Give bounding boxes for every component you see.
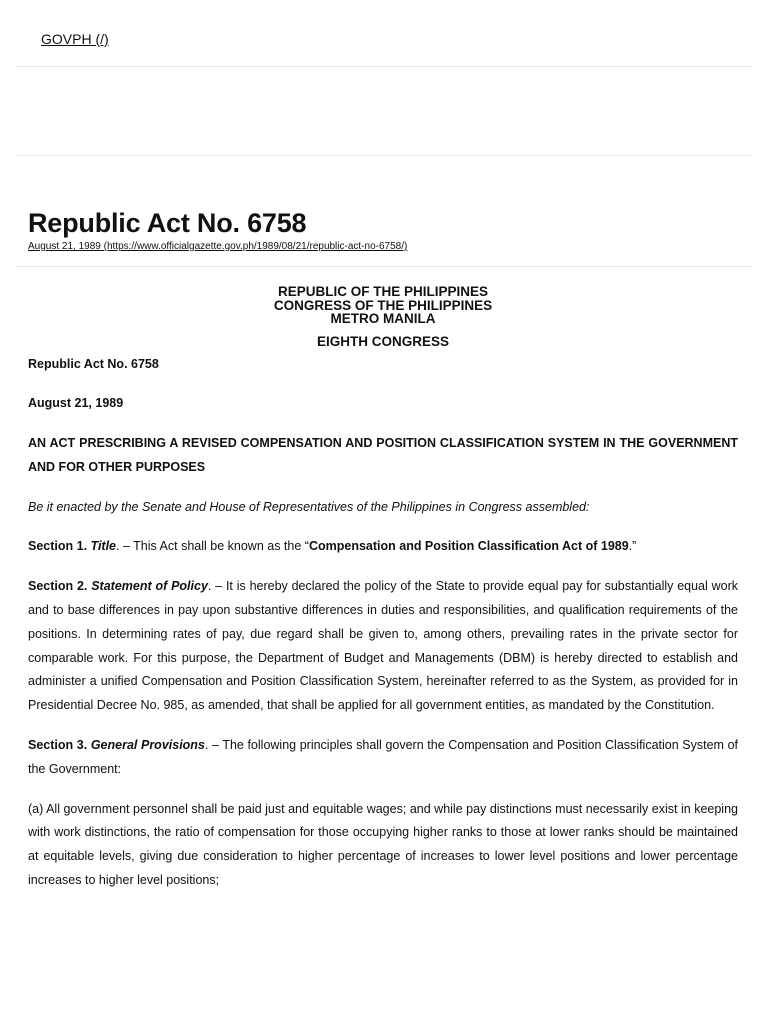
section-3	[28, 734, 738, 782]
section-2-heading: Statement of Policy	[91, 579, 208, 594]
section-3-heading: General Provisions	[90, 738, 205, 753]
section-2-label: Section 2.	[28, 579, 88, 594]
republic-heading: REPUBLIC OF THE PHILIPPINES	[277, 284, 489, 299]
govph-link[interactable]: GOVPH (/)	[41, 31, 109, 47]
location-heading: METRO MANILA	[330, 311, 436, 326]
banner-area	[16, 67, 752, 156]
section-1-label: Section 1.	[28, 539, 88, 554]
top-nav	[16, 0, 752, 67]
section-2-text: . – It is hereby declared the policy of the State to provide equal pay for substantially equal work and to base differences in pay upon substantive differences in duties and responsibilities, and qualification requirements of the positions. In determining rates of pay, due regard shall be given to, among others, prevailing rates in the private sector for comparable work. For this purpose, the Department of Budget and Managements (DBM) is hereby directed to establish and administer a unified Compensation and Position Classification System, hereinafter referred to as the System, as provided for in Presidential Decree No. 985, as amended, that shall be applied for all government entities, as mandated by the Constitution.	[28, 579, 738, 713]
enacting-clause: Be it enacted by the Senate and House of Representatives of the Philippines in Congress assembled:	[28, 499, 590, 514]
source-link[interactable]: August 21, 1989 (https://www.officialgazette.gov.ph/1989/08/21/republic-act-no-6758/)	[28, 241, 408, 252]
section-1-text-end: .”	[628, 539, 637, 554]
act-number: Republic Act No. 6758	[28, 356, 159, 371]
paragraph-a: (a) All government personnel shall be paid just and equitable wages; and while pay distinctions must necessarily exist in keeping with work distinctions, the ratio of compensation for those occupying higher ranks to those at lower ranks should be maintained at equitable levels, giving due consideration to higher percentage of increases to lower level positions and lower percentage increases to higher level positions;	[28, 801, 738, 888]
act-title: AN ACT PRESCRIBING A REVISED COMPENSATION AND POSITION CLASSIFICATION SYSTEM IN THE GOVERNMENT AND FOR OTHER PURPOSES	[28, 436, 738, 474]
article-header	[16, 156, 752, 267]
document-body	[0, 267, 768, 893]
act-date: August 21, 1989	[28, 396, 124, 411]
section-1	[28, 535, 738, 559]
section-1-text: . – This Act shall be known as the “	[116, 539, 309, 554]
section-3-label: Section 3.	[28, 738, 88, 753]
section-3-text: . – The following principles shall govern the Compensation and Position Classification System of the Government:	[28, 738, 738, 776]
congress-heading: CONGRESS OF THE PHILIPPINES	[273, 297, 493, 313]
section-1-act-name: Compensation and Position Classification Act of 1989	[308, 539, 629, 554]
section-2	[28, 575, 738, 718]
congress-number: EIGHTH CONGRESS	[316, 333, 449, 349]
section-1-heading: Title	[90, 539, 117, 554]
page-title: Republic Act No. 6758	[28, 208, 307, 238]
